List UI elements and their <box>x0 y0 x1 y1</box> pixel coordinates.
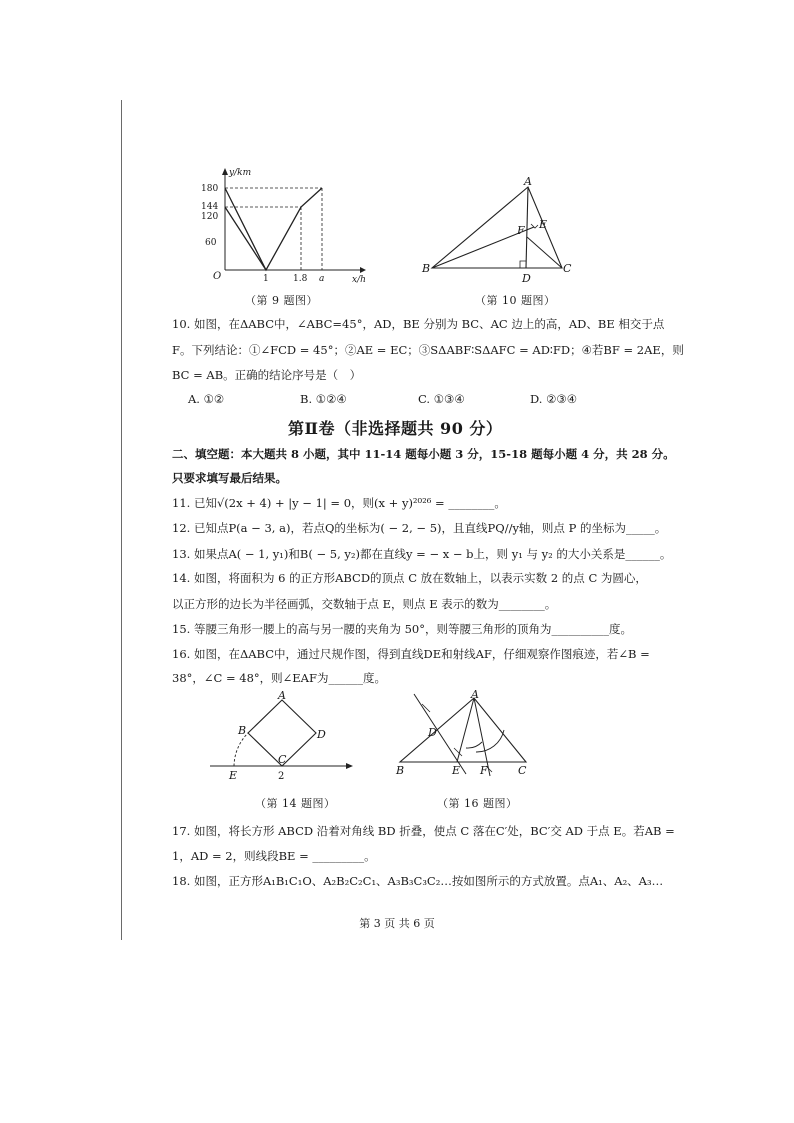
q10-line-3: BC = AB。正确的结论序号是（ ） <box>172 368 362 382</box>
point-label: E <box>539 218 548 231</box>
origin-label: O <box>213 271 222 282</box>
y-tick: 120 <box>201 212 219 222</box>
figure-10-triangle <box>420 175 580 285</box>
point-label: A <box>524 175 532 188</box>
point-label: F <box>517 224 525 237</box>
figure-16-construction <box>392 690 537 782</box>
q13: 13. 如果点A( − 1, y₁)和B( − 5, y₂)都在直线y = − x − b上，则 y₁ 与 y₂ 的大小关系是______。 <box>172 547 672 561</box>
q16-line-2: 38°，∠C = 48°，则∠EAF为______度。 <box>172 671 386 685</box>
y-tick: 60 <box>205 238 217 248</box>
figure-10-caption: （第 10 题图） <box>475 294 556 307</box>
q15: 15. 等腰三角形一腰上的高与另一腰的夹角为 50°，则等腰三角形的顶角为__________度。 <box>172 622 632 636</box>
q12: 12. 已知点P(a − 3, a)，若点Q的坐标为( − 2, − 5)，且直线PQ//y轴，则点 P 的坐标为_____。 <box>172 521 667 535</box>
q10-option-b: B. ①②④ <box>300 392 347 406</box>
section-2-instructions: 二、填空题：本大题共 8 小题，其中 11-14 题每小题 3 分，15-18 题每小题 4 分，共 28 分。 <box>172 447 675 461</box>
point-label: D <box>522 272 531 285</box>
figure-9-graph <box>195 165 370 285</box>
point-label: E <box>229 769 238 782</box>
q10-option-d: D. ②③④ <box>530 392 578 406</box>
point-label: B <box>238 724 247 737</box>
q14-line-2: 以正方形的边长为半径画弧，交数轴于点 E，则点 E 表示的数为________。 <box>172 597 557 611</box>
figure-9-caption: （第 9 题图） <box>245 294 318 307</box>
x-tick: a <box>319 274 325 284</box>
y-axis-label: y/km <box>229 168 252 178</box>
figure-16-caption: （第 16 题图） <box>437 797 518 810</box>
figure-14-square-on-number-line <box>205 690 355 782</box>
point-label: A <box>278 690 286 702</box>
x-tick: 1.8 <box>293 274 308 284</box>
y-tick: 144 <box>201 202 219 212</box>
q10-option-c: C. ①③④ <box>418 392 465 406</box>
page-margin-line <box>121 100 122 940</box>
y-tick: 180 <box>201 184 219 194</box>
point-label: B <box>422 262 431 275</box>
x-tick: 1 <box>263 274 269 284</box>
q14-line-1: 14. 如图，将面积为 6 的正方形ABCD的顶点 C 放在数轴上，以表示实数 2 的点 C 为圆心， <box>172 571 647 585</box>
point-label: D <box>428 726 437 739</box>
point-label: E <box>452 764 461 777</box>
point-label: C <box>278 753 287 766</box>
q10-line-2: F。下列结论：①∠FCD = 45°；②AE = EC；③SΔABF∶SΔAFC = AD∶FD；④若BF = 2AE，则 <box>172 343 684 357</box>
q16-line-1: 16. 如图，在ΔABC中，通过尺规作图，得到直线DE和射线AF，仔细观察作图痕迹，若∠B = <box>172 647 650 661</box>
q17-line-1: 17. 如图，将长方形 ABCD 沿着对角线 BD 折叠，使点 C 落在C′处，BC′交 AD 于点 E。若AB = <box>172 824 675 838</box>
q11: 11. 已知√(2x + 4) + |y − 1| = 0，则(x + y)²⁰²⁶ = ________。 <box>172 496 506 510</box>
page-footer: 第 3 页 共 6 页 <box>359 917 435 930</box>
figure-14-caption: （第 14 题图） <box>255 797 336 810</box>
q10-line-1: 10. 如图，在ΔABC中，∠ABC=45°，AD，BE 分别为 BC、AC 边上的高，AD、BE 相交于点 <box>172 317 665 331</box>
section-2-instructions-2: 只要求填写最后结果。 <box>172 471 287 485</box>
point-label: A <box>471 690 479 701</box>
q10-option-a: A. ①② <box>188 392 225 406</box>
x-axis-label: x/h <box>352 275 366 285</box>
number-label: 2 <box>278 771 285 782</box>
section-2-title: 第Ⅱ卷（非选择题共 90 分） <box>288 419 503 438</box>
point-label: B <box>396 764 405 777</box>
q17-line-2: 1，AD = 2，则线段BE = _________。 <box>172 849 376 863</box>
point-label: D <box>317 728 326 741</box>
point-label: C <box>563 262 572 275</box>
point-label: C <box>518 764 527 777</box>
point-label: F <box>480 764 488 777</box>
q18: 18. 如图，正方形A₁B₁C₁O、A₂B₂C₂C₁、A₃B₃C₃C₂…按如图所示的方式放置。点A₁、A₂、A₃… <box>172 874 664 888</box>
